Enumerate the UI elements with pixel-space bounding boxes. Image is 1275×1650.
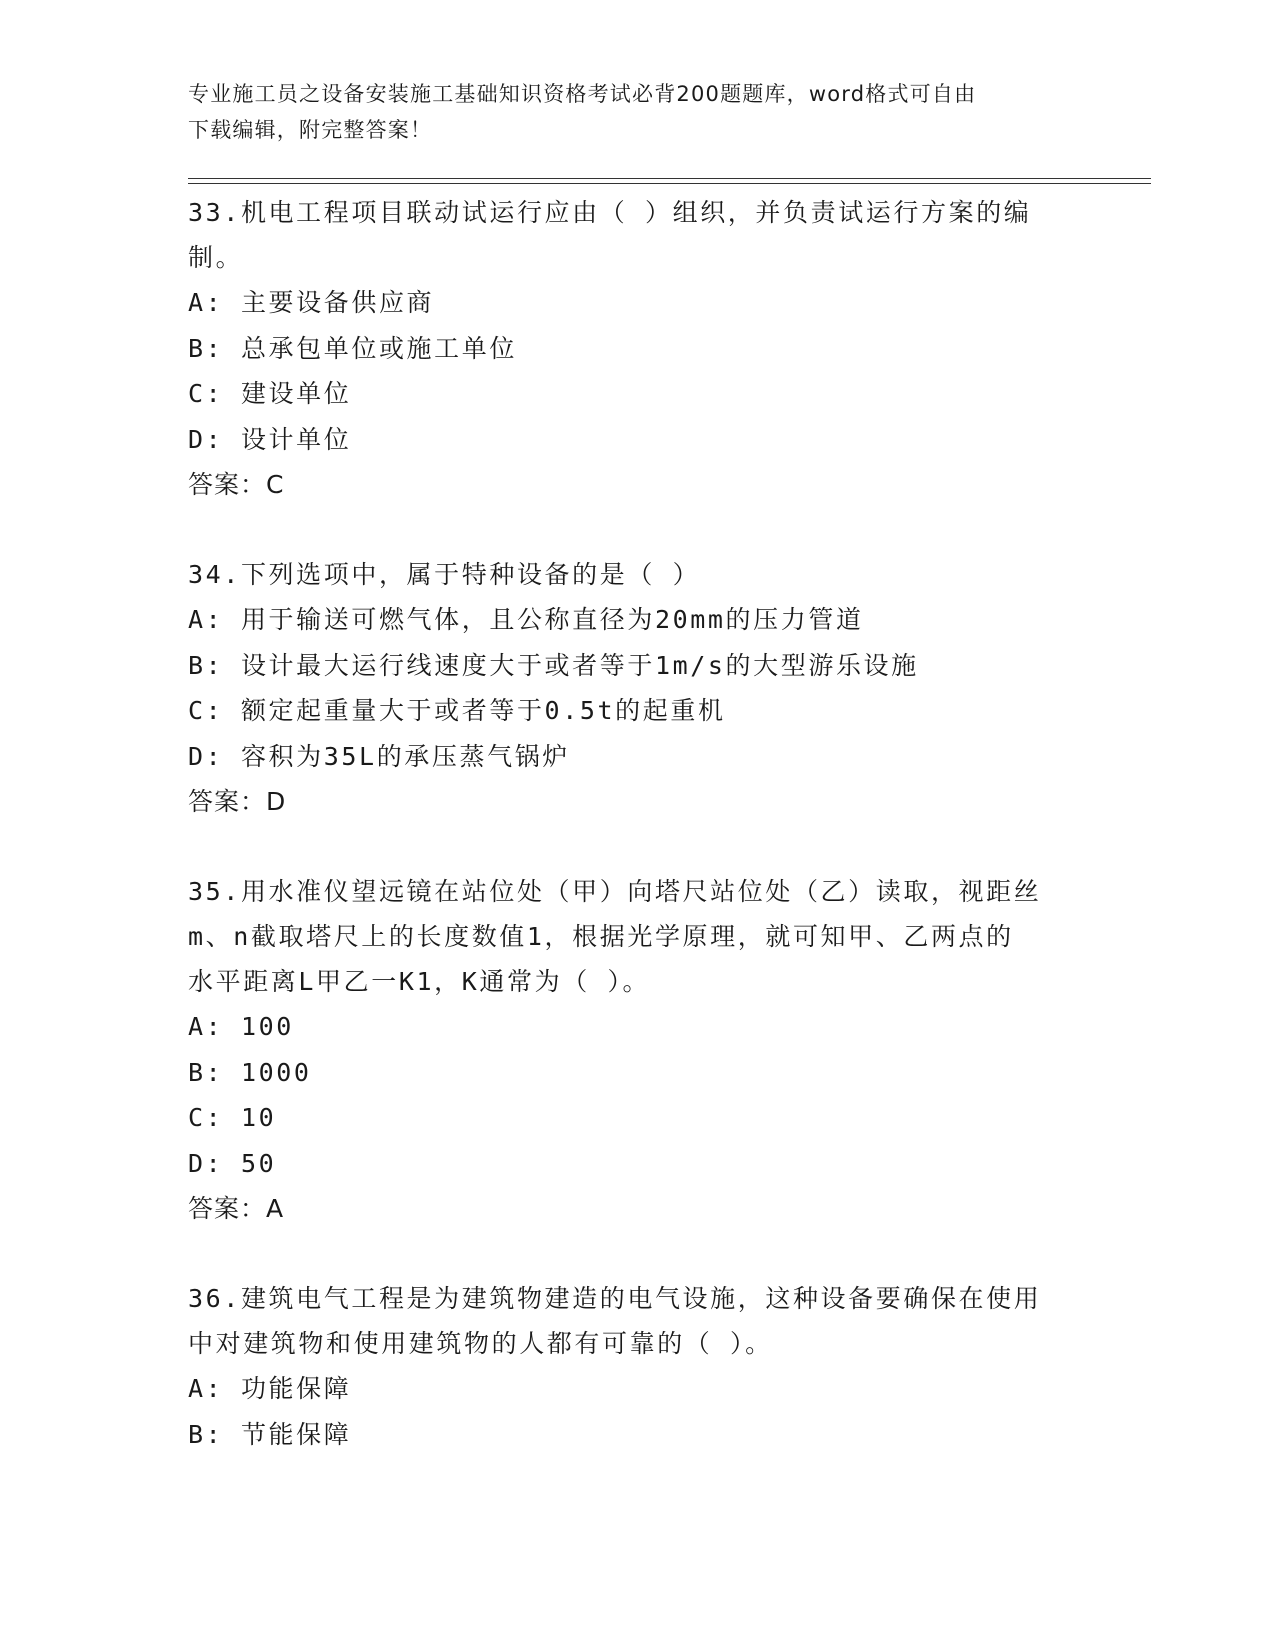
question-stem-line: 35.用水准仪望远镜在站位处（甲）向塔尺站位处（乙）读取，视距丝 [188, 877, 1042, 906]
question-stem-line: 34.下列选项中，属于特种设备的是（ ） [188, 560, 701, 589]
question-34 [188, 552, 1088, 824]
option-b: B: 1000 [188, 1057, 312, 1087]
question-list [188, 190, 1088, 1457]
option-a: A: 功能保障 [188, 1374, 352, 1403]
spacer [188, 1231, 1088, 1276]
option-a: A: 100 [188, 1012, 294, 1041]
question-33 [188, 190, 1088, 507]
option-d: D: 设计单位 [188, 424, 352, 454]
question-stem-line: m、n截取塔尺上的长度数值1，根据光学原理，就可知甲、乙两点的 [188, 922, 1014, 951]
option-b: B: 总承包单位或施工单位 [188, 333, 517, 363]
option-a: A: 用于输送可燃气体，且公称直径为20mm的压力管道 [188, 605, 864, 634]
question-stem-line: 33.机电工程项目联动试运行应由（ ）组织，并负责试运行方案的编 [188, 198, 1032, 227]
header-divider-bottom [188, 183, 1151, 184]
question-stem-line: 制。 [188, 243, 244, 272]
answer: 答案：A [188, 1194, 285, 1223]
question-36 [188, 1276, 1088, 1457]
option-c: C: 建设单位 [188, 379, 352, 408]
spacer [188, 507, 1088, 552]
answer: 答案：C [188, 470, 285, 499]
question-stem-line: 水平距离L甲乙一K1，K通常为（ ）。 [188, 967, 651, 996]
option-d: D: 容积为35L的承压蒸气锅炉 [188, 741, 570, 771]
option-a: A: 主要设备供应商 [188, 288, 435, 317]
option-c: C: 10 [188, 1103, 277, 1132]
header-divider-top [188, 178, 1151, 179]
question-stem-line: 中对建筑物和使用建筑物的人都有可靠的（ ）。 [188, 1329, 773, 1358]
option-d: D: 50 [188, 1148, 277, 1178]
document-header [188, 76, 1068, 148]
header-line-1: 专业施工员之设备安装施工基础知识资格考试必背200题题库，word格式可自由 [188, 82, 977, 106]
header-line-2: 下载编辑，附完整答案！ [188, 118, 433, 142]
question-stem-line: 36.建筑电气工程是为建筑物建造的电气设施，这种设备要确保在使用 [188, 1284, 1042, 1313]
option-b: B: 设计最大运行线速度大于或者等于1m/s的大型游乐设施 [188, 650, 919, 680]
option-c: C: 额定起重量大于或者等于0.5t的起重机 [188, 696, 726, 725]
answer: 答案：D [188, 787, 287, 816]
option-b: B: 节能保障 [188, 1419, 352, 1449]
spacer [188, 824, 1088, 869]
question-35 [188, 869, 1088, 1231]
